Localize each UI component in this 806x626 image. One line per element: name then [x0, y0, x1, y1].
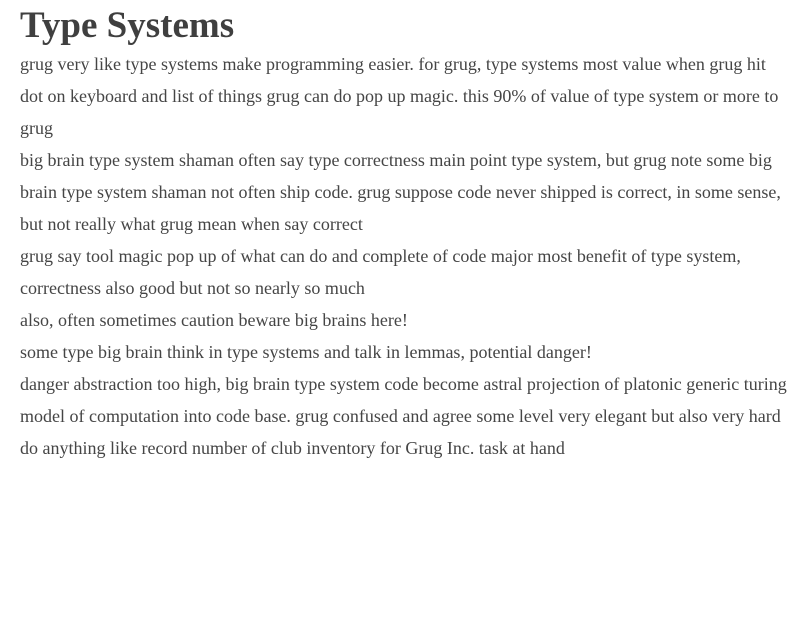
paragraph-type-correctness: big brain type system shaman often say type correctness main point type system, but grug note some big brain type system shaman not often ship code. grug suppose code never shipped is correct, in some sense, but not really what grug mean when say correct: [20, 150, 781, 234]
article: [20, 0, 790, 464]
paragraph-type-system-value: grug very like type systems make programming easier. for grug, type systems most value when grug hit dot on keyboard and list of things grug can do pop up magic. this 90% of value of type system or more to grug: [20, 54, 779, 138]
paragraph-abstraction-danger: danger abstraction too high, big brain type system code become astral projection of platonic generic turing model of computation into code base. grug confused and agree some level very elegant but also very hard do anything like record number of club inventory for Grug Inc. task at hand: [20, 374, 787, 458]
paragraph-lemmas: some type big brain think in type systems and talk in lemmas, potential danger!: [20, 342, 592, 362]
paragraph-tool-magic: grug say tool magic pop up of what can do and complete of code major most benefit of type system, correctness also good but not so nearly so much: [20, 246, 741, 298]
section-heading: Type Systems: [20, 5, 235, 46]
paragraph-caution: also, often sometimes caution beware big brains here!: [20, 310, 408, 330]
